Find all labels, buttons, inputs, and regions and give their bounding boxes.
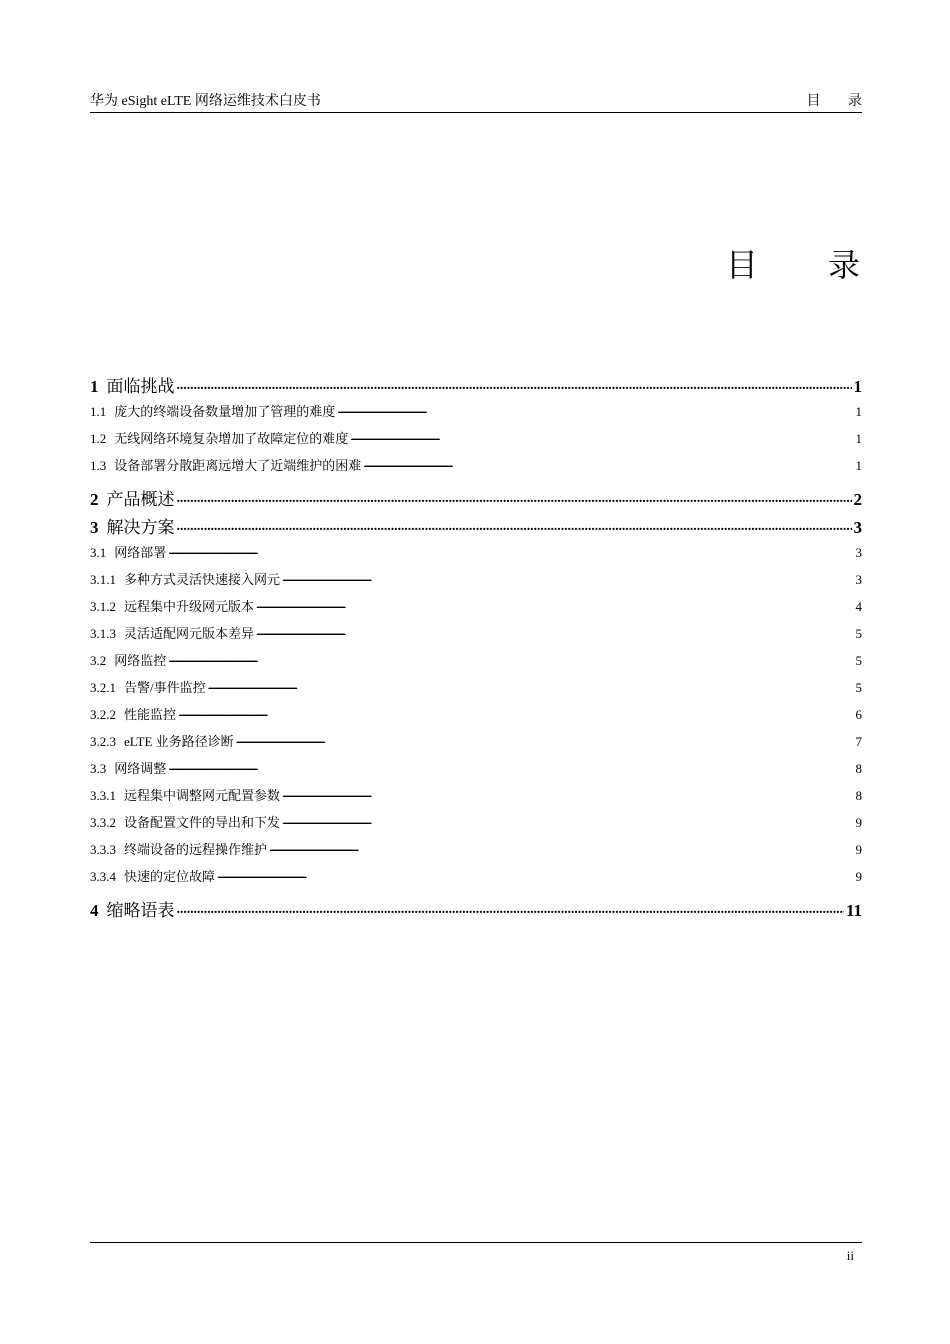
toc-entry-text: 设备部署分散距离远增大了近端维护的困难 <box>114 458 362 473</box>
toc-entry-page: 5 <box>855 680 862 695</box>
toc-entry-number: 3.1.2 <box>90 599 116 614</box>
toc-entry[interactable] <box>90 701 862 728</box>
toc-entry-number: 3.2.3 <box>90 734 116 749</box>
toc-entry-text: 面临挑战 <box>106 377 175 396</box>
toc-entry-number: 3.3.2 <box>90 815 116 830</box>
toc-entry-number: 3.2.2 <box>90 707 116 722</box>
toc-entry-label <box>90 425 348 452</box>
toc-entry-label <box>90 593 254 620</box>
toc-entry[interactable] <box>90 566 862 593</box>
toc-entry-page: 8 <box>855 788 862 803</box>
toc-entry-page: 9 <box>855 869 862 884</box>
toc-leader-dots <box>236 725 852 754</box>
toc-entry-number: 3.1.1 <box>90 572 116 587</box>
footer-page-number: ii <box>846 1248 854 1263</box>
header-section: 目 录 <box>806 94 874 109</box>
toc-entry-number: 3.1 <box>90 545 107 560</box>
toc-entry-text: 远程集中调整网元配置参数 <box>124 788 281 803</box>
toc-entry-text: 庞大的终端设备数量增加了管理的难度 <box>114 404 336 419</box>
toc-entry-text: 缩略语表 <box>106 901 175 920</box>
toc-entry-number: 1.1 <box>90 404 107 419</box>
toc-entry-text: 设备配置文件的导出和下发 <box>124 815 281 830</box>
toc-entry[interactable] <box>90 863 862 890</box>
toc-entry-text: 多种方式灵活快速接入网元 <box>124 572 281 587</box>
toc-entry-page: 2 <box>853 490 862 509</box>
toc-entry-page: 5 <box>855 653 862 668</box>
page-footer <box>90 1242 862 1263</box>
toc-entry-text: 解决方案 <box>106 518 175 537</box>
toc-leader-dots <box>282 806 852 835</box>
toc-leader-dots <box>208 671 852 700</box>
toc-entry[interactable] <box>90 398 862 425</box>
toc-entry-text: eLTE 业务路径诊断 <box>124 734 234 749</box>
toc-leader-dots <box>337 395 852 424</box>
toc-entry-number: 3 <box>90 518 99 537</box>
toc-entry-label <box>90 782 280 809</box>
toc-entry-text: 无线网络环境复杂增加了故障定位的难度 <box>114 431 349 446</box>
toc-entry-page: 7 <box>855 734 862 749</box>
toc-entry-text: 网络部署 <box>114 545 167 560</box>
toc-entry-number: 3.1.3 <box>90 626 116 641</box>
toc-entry-label <box>90 896 175 921</box>
toc-entry[interactable] <box>90 728 862 755</box>
toc-entry-number: 3.3.1 <box>90 788 116 803</box>
toc-entry-label <box>90 863 215 890</box>
toc-entry-number: 1.2 <box>90 431 107 446</box>
toc-entry-label <box>90 755 166 782</box>
toc-entry-number: 3.3.3 <box>90 842 116 857</box>
toc-entry-label <box>90 398 335 425</box>
toc-leader-dots <box>282 779 852 808</box>
toc-entry-page: 4 <box>855 599 862 614</box>
toc-leader-dots <box>177 374 852 394</box>
toc-entry-label <box>90 701 176 728</box>
toc-entry-label <box>90 836 267 863</box>
toc-entry-page: 3 <box>853 518 862 537</box>
toc-entry-label <box>90 566 280 593</box>
toc-entry-label <box>90 539 166 566</box>
toc-entry[interactable] <box>90 620 862 647</box>
toc-entry-text: 终端设备的远程操作维护 <box>124 842 268 857</box>
toc-entry[interactable] <box>90 809 862 836</box>
toc-entry[interactable] <box>90 425 862 452</box>
toc-entry[interactable] <box>90 647 862 674</box>
toc-entry-text: 网络调整 <box>114 761 167 776</box>
header-doc-title: 华为 eSight eLTE 网络运维技术白皮书 <box>90 94 321 109</box>
toc-entry[interactable] <box>90 485 862 507</box>
toc-entry-label <box>90 452 361 479</box>
toc-leader-dots <box>177 487 852 507</box>
toc-entry-label <box>90 513 175 538</box>
toc-entry-page: 1 <box>853 377 862 396</box>
toc-leader-dots <box>168 536 852 565</box>
toc-entry-text: 网络监控 <box>114 653 167 668</box>
toc-leader-dots <box>177 515 852 535</box>
toc-leader-dots <box>168 752 852 781</box>
toc-entry[interactable] <box>90 674 862 701</box>
toc-entry-number: 3.3 <box>90 761 107 776</box>
toc-entry[interactable] <box>90 896 862 918</box>
toc-entry-label <box>90 620 254 647</box>
toc-entry-page: 1 <box>855 458 862 473</box>
toc-entry[interactable] <box>90 372 862 394</box>
toc-entry-text: 远程集中升级网元版本 <box>124 599 255 614</box>
toc-entry-number: 1 <box>90 377 99 396</box>
toc-entry-page: 9 <box>855 842 862 857</box>
toc-leader-dots <box>178 698 852 727</box>
toc-entry-label <box>90 674 206 701</box>
toc-entry-label <box>90 728 234 755</box>
toc-entry-label <box>90 372 175 397</box>
toc-entry[interactable] <box>90 836 862 863</box>
toc-entry-label <box>90 485 175 510</box>
toc-entry-page: 1 <box>855 431 862 446</box>
toc-entry-page: 1 <box>855 404 862 419</box>
toc-entry-number: 3.3.4 <box>90 869 116 884</box>
toc-entry[interactable] <box>90 539 862 566</box>
toc-entry-number: 1.3 <box>90 458 107 473</box>
toc-entry-text: 快速的定位故障 <box>124 869 216 884</box>
toc-leader-dots <box>177 898 844 918</box>
toc-leader-dots <box>256 617 852 646</box>
toc-entry-page: 3 <box>855 545 862 560</box>
toc-entry[interactable] <box>90 593 862 620</box>
toc-leader-dots <box>217 860 852 889</box>
toc-leader-dots <box>256 590 852 619</box>
toc-leader-dots <box>282 563 852 592</box>
toc-entry-number: 3.2 <box>90 653 107 668</box>
toc-leader-dots <box>168 644 852 673</box>
toc-entry[interactable] <box>90 755 862 782</box>
toc-leader-dots <box>350 422 852 451</box>
table-of-contents <box>90 366 862 922</box>
page-header <box>90 92 874 113</box>
toc-entry-page: 11 <box>845 901 862 920</box>
toc-entry[interactable] <box>90 782 862 809</box>
toc-entry-text: 告警/事件监控 <box>124 680 206 695</box>
toc-entry-number: 2 <box>90 490 99 509</box>
toc-leader-dots <box>269 833 852 862</box>
toc-title: 目 录 <box>725 246 890 284</box>
toc-entry-text: 灵活适配网元版本差异 <box>124 626 255 641</box>
toc-entry-label <box>90 809 280 836</box>
toc-entry[interactable] <box>90 513 862 535</box>
toc-entry-page: 3 <box>855 572 862 587</box>
toc-entry[interactable] <box>90 452 862 479</box>
toc-entry-page: 5 <box>855 626 862 641</box>
toc-entry-text: 性能监控 <box>124 707 177 722</box>
toc-entry-page: 8 <box>855 761 862 776</box>
toc-entry-label <box>90 647 166 674</box>
toc-entry-number: 3.2.1 <box>90 680 116 695</box>
toc-entry-number: 4 <box>90 901 99 920</box>
toc-leader-dots <box>363 449 852 478</box>
toc-entry-text: 产品概述 <box>106 490 175 509</box>
toc-entry-page: 9 <box>855 815 862 830</box>
toc-entry-page: 6 <box>855 707 862 722</box>
